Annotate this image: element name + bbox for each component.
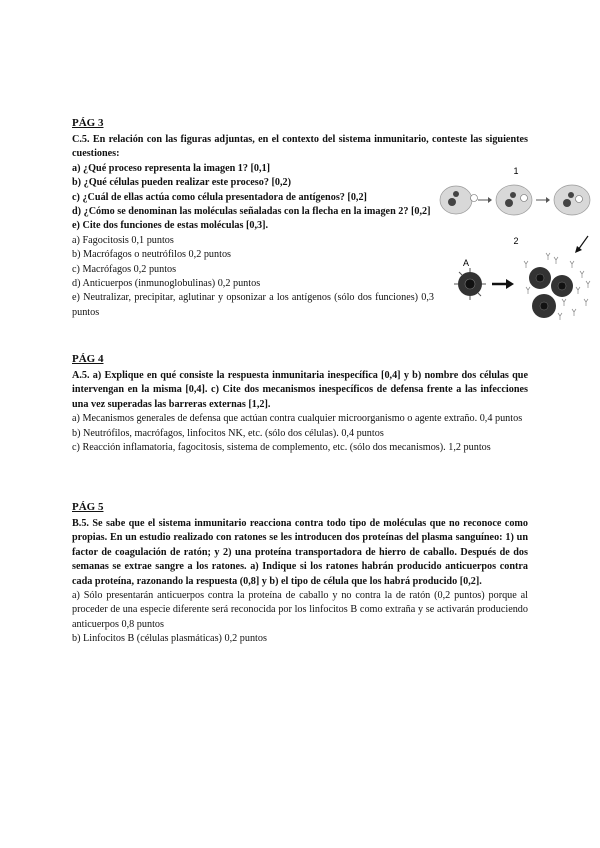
answer-b5-b: b) Linfocitos B (células plasmáticas) 0,2 puntos: [72, 633, 267, 645]
phagocytosis-cell-3: [554, 185, 590, 215]
arrow-head-icon: [546, 197, 550, 203]
answer-b5-a: a) Sólo presentarán anticuerpos contra la proteína de caballo y no contra la de ratón (0,2 puntos) porque al proceder de una especie diferente será reconocida por los linfocitos B como extraña y se activarán produciendo anticuerpos 0,8 puntos: [72, 590, 528, 630]
question-intro: C.5. En relación con las figuras adjuntas, en el contexto del sistema inmunitario, conteste las siguientes cuestiones:: [72, 134, 528, 160]
answer-e: e) Neutralizar, precipitar, aglutinar y opsonizar a los antígenos (sólo dos funciones) 0,3 puntos: [72, 292, 434, 318]
phagocytosis-cell-2: [496, 185, 532, 215]
figure-label-1: 1: [513, 166, 519, 176]
questions-list: [72, 162, 434, 320]
question-a5: A.5. a) Explique en qué consiste la respuesta inmunitaria inespecífica [0,4] y b) nombre dos células que intervengan en la misma [0,4]. c) Cite dos mecanismos inespecíficos de defensa frente a las infecciones una vez superadas las barreras externas [1,2].: [72, 370, 528, 410]
arrow-head-icon: [506, 279, 514, 289]
question-c: c) ¿Cuál de ellas actúa como célula presentadora de antígenos? [0,2]: [72, 191, 367, 203]
arrow-head-icon: [488, 197, 492, 203]
answer-a5-a: a) Mecanismos generales de defensa que actúan contra cualquier microorganismo o agente extraño. 0,4 puntos: [72, 413, 523, 425]
figure-label-a: A: [462, 258, 470, 268]
heading-pag5: PÁG 5: [72, 501, 104, 513]
immune-figure: [436, 160, 596, 330]
figure-illustration: [436, 160, 596, 330]
answer-d: d) Anticuerpos (inmunoglobulinas) 0,2 puntos: [72, 278, 261, 290]
answer-a5-b: b) Neutrófilos, macrófagos, linfocitos NK, etc. (sólo dos células). 0,4 puntos: [72, 427, 384, 439]
question-d: d) ¿Cómo se denominan las moléculas señaladas con la flecha en la imagen 2? [0,2]: [72, 206, 431, 218]
answer-b: b) Macrófagos o neutrófilos 0,2 puntos: [72, 249, 232, 261]
phagocytosis-cell-1: [440, 186, 478, 214]
lymphocyte-cell: [454, 268, 486, 300]
question-b5: B.5. Se sabe que el sistema inmunitario reacciona contra todo tipo de moléculas que no reconoce como propias. En un estudio realizado con ratones se les introducen dos proteínas del plasma sanguíneo: 1) un factor de coagulación de ratón; y 2) una proteína transportadora de hierro de caballo. Después de dos semanas se extrae sangre a los ratones. a) Indique si los ratones habrán producido anticuerpos contra cada proteína, razonando la respuesta (0,8] y b) el tipo de célula que los habrá producido [0,2].: [72, 518, 528, 587]
heading-pag3: PÁG 3: [72, 117, 104, 129]
pointer-arrow-head-icon: [575, 246, 582, 253]
answer-a5-c: c) Reacción inflamatoria, fagocitosis, sistema de complemento, etc. (sólo dos mecanismos). 1,2 puntos: [72, 442, 491, 454]
section-pag4: [72, 352, 528, 455]
answer-c: c) Macrófagos 0,2 puntos: [72, 263, 177, 275]
pointer-arrow-icon: [578, 236, 588, 250]
answer-a: a) Fagocitosis 0,1 puntos: [72, 234, 174, 246]
plasma-cells: [529, 267, 573, 318]
section-pag5: [72, 500, 528, 647]
question-e: e) Cite dos funciones de estas moléculas [0,3].: [72, 220, 269, 232]
heading-pag4: PÁG 4: [72, 353, 104, 365]
question-b: b) ¿Qué células pueden realizar este proceso? [0,2): [72, 177, 292, 189]
question-a: a) ¿Qué proceso representa la imagen 1? [0,1]: [72, 162, 271, 174]
figure-label-2: 2: [513, 236, 519, 246]
